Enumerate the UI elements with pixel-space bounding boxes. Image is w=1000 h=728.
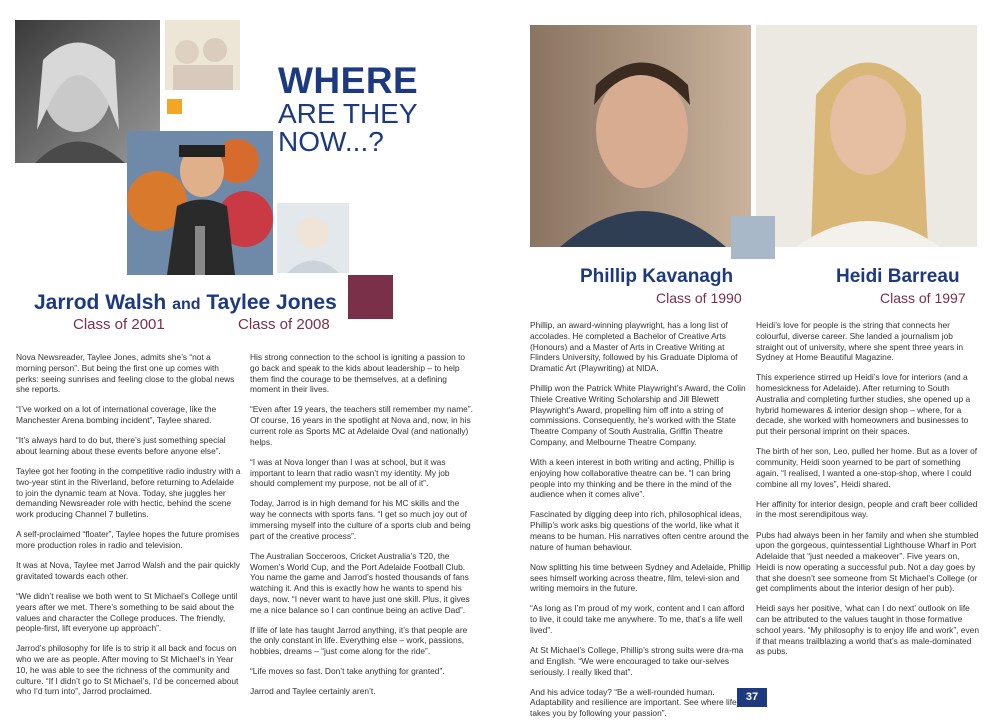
- right-page: [500, 0, 1000, 719]
- headline-line-1: WHERE: [278, 60, 419, 101]
- faded-group-photo: [165, 20, 240, 90]
- paragraph: Heidi’s love for people is the string that connects her colourful, diverse career. She landed a journalism job straight out of university, where she spent three years in Sydney at Home Beautiful Magazine.: [756, 320, 963, 363]
- grey-accent-square: [731, 216, 775, 259]
- paragraph: With a keen interest in both writing and acting, Phillip is enjoying how collaborative theatre can be. “I can bring people into my thinking and be there in the mind of the audience when it comes alive”.: [530, 457, 735, 500]
- paragraph: “Even after 19 years, the teachers still remember my name”. Of course, 16 years in the spotlight at Nova and, now, in his current role as Sports MC at Adelaide Oval (and nationally) helps.: [250, 404, 473, 447]
- left-article-column-1: [16, 352, 242, 707]
- paragraph: It was at Nova, Taylee met Jarrod Walsh and the pair quickly gravitated towards each other.: [16, 560, 240, 581]
- names-conjunction: and: [172, 296, 201, 313]
- paragraph: At St Michael’s College, Phillip’s strong suits were dra-ma and English. “We were encouraged to take our-selves seriously. I really liked that”.: [530, 645, 744, 677]
- paragraph: Nova Newsreader, Taylee Jones, admits she’s “not a morning person”. But being the first one up comes with perks: seeing sunrises and feeling close to the global news she reports.: [16, 352, 235, 395]
- paragraph: Fascinated by digging deep into rich, philosophical ideas, Phillip’s work asks big questions of the world, like what it means to be human. His narratives often centre around the nature of human behaviour.: [530, 509, 749, 552]
- name-jarrod: Jarrod Walsh: [34, 291, 167, 314]
- name-phillip: Phillip Kavanagh: [580, 266, 734, 287]
- left-article-column-2: [250, 352, 476, 707]
- paragraph: And his advice today? “Be a well-rounded human. Adaptability and resilience are important. See where life takes you by following your passion”.: [530, 686, 737, 719]
- headline: [278, 62, 418, 157]
- class-year-jarrod: Class of 2001: [73, 316, 165, 333]
- jarrod-sports-photo: [127, 131, 273, 275]
- right-article-column-1: [530, 320, 752, 728]
- page-number: 37: [737, 688, 767, 707]
- paragraph: “As long as I’m proud of my work, content and I can afford to live, it could take me anywhere. To me, that’s a life well lived”.: [530, 603, 745, 635]
- name-heidi: Heidi Barreau: [836, 266, 960, 287]
- paragraph: If life of late has taught Jarrod anything, it’s that people are the only constant in life. Everything else – work, passions, hobbies, dreams – “just come along for the ride”.: [250, 624, 468, 657]
- name-taylee: Taylee Jones: [206, 291, 337, 314]
- paragraph: Phillip, an award-winning playwright, has a long list of accolades. He completed a Bachelor of Creative Arts (Honours) and a Master of Arts in Creative Writing at Flinders University, followed by his Graduate Diploma of Dramatic Art (Playwriting) at NIDA.: [530, 320, 738, 373]
- paragraph: “We didn’t realise we both went to St Michael’s College until years after we met. There’s something to be said about the values and character the College produces. The friendly, people-first, lift everyone up approach”.: [16, 591, 238, 634]
- class-year-taylee: Class of 2008: [238, 316, 330, 333]
- paragraph: “I was at Nova longer than I was at school, but it was important to learn that radio wasn’t my identity. My job should complement my purpose, not be all of it”.: [250, 456, 450, 489]
- faded-portrait-photo: [277, 203, 349, 273]
- paragraph: His strong connection to the school is igniting a passion to go back and speak to the kids about leadership – to help them find the courage to be themselves, at a defining moment in their lives.: [250, 352, 466, 395]
- phillip-portrait-photo: [530, 25, 751, 247]
- right-article-column-2: [756, 320, 980, 667]
- paragraph: Taylee got her footing in the competitive radio industry with a two-year stint in the Riverland, before returning to Adelaide to join the dynamic team at Nova. Today, she juggles her demanding Newsreader role with hectic, behind the scene work producing Channel 7 bulletins.: [16, 466, 241, 520]
- paragraph: Now splitting his time between Sydney and Adelaide, Phillip sees himself working across theatre, film, televi-sion and writing memoirs in the future.: [530, 561, 751, 594]
- left-names-heading: [34, 291, 337, 315]
- heidi-portrait-photo: [756, 25, 977, 247]
- paragraph: The birth of her son, Leo, pulled her home. But as a lover of community, Heidi soon yearned to be part of something again. “I realised, I wanted a one-stop-shop, where I could combine all my loves”, Heidi shared.: [756, 446, 978, 489]
- paragraph: A self-proclaimed “floater”, Taylee hopes the future promises more production roles in radio and television.: [16, 529, 240, 551]
- orange-accent-square: [167, 99, 182, 114]
- paragraph: “I’ve worked on a lot of international coverage, like the Manchester Arena bombing incident”, Taylee shared.: [16, 404, 217, 426]
- paragraph: Today, Jarrod is in high demand for his MC skills and the way he connects with sports fans. “I get so much joy out of immersing myself into the culture of a sports club and being part of the creative process”.: [250, 498, 471, 541]
- paragraph: Her affinity for interior design, people and craft beer collided in the most serendipitous way.: [756, 498, 978, 520]
- paragraph: Pubs had always been in her family and when she stumbled upon the gorgeous, quintessential Lighthouse Wharf in Port Adelaide that “just needed a makeover”. Five years on, Heidi is now operating a successful pub. Not a day goes by that she doesn’t see someone from St Michael’s College (or get compliments about the interior design of her pub).: [756, 529, 979, 594]
- class-year-heidi: Class of 1997: [880, 290, 966, 306]
- paragraph: The Australian Socceroos, Cricket Australia’s T20, the Women’s World Cup, and the Port Adelaide Football Club. You name the game and Jarrod’s hosted thousands of fans watching it. And this is exactly how he wants to spend his days, now. “I never want to have just one skill. Plus, it gives me a nice balance so I can continue being an active Dad”.: [250, 550, 470, 615]
- maroon-accent-square: [348, 275, 393, 319]
- left-page: [0, 0, 500, 708]
- paragraph: “It’s always hard to do but, there’s just something special about learning about these events before anyone else”.: [16, 435, 226, 457]
- paragraph: Jarrod’s philosophy for life is to strip it all back and focus on who we are as people. After moving to St Michael’s in Year 10, he was able to see the richness of the community and culture. “If I didn’t go to St Michael’s, I’d be concerned about who I’d turn into”, Jarrod proclaimed.: [16, 643, 239, 697]
- paragraph: Phillip won the Patrick White Playwright’s Award, the Colin Thiele Creative Writing Scholarship and Jill Blewett Playwright’s Award, propelling him off into a string of commissions. Consequently, he’s worked with the State Theatre Company of South Australia, Griffin Theatre Company, and Melbourne Theatre Company.: [530, 383, 746, 447]
- paragraph: This experience stirred up Heidi’s love for interiors (and a homesickness for Adelaide). After returning to South Australia and completing further studies, she opened up a hybrid homewares & interior design shop – where, for a decade, she worked with homeowners and businesses to put their personal imprint on their spaces.: [756, 372, 971, 437]
- headline-line-3: NOW...?: [278, 126, 384, 158]
- paragraph: Heidi says her positive, ‘what can I do next’ outlook on life can be attributed to the values taught in those formative school years. “My philosophy is to enjoy life and work”, even if that means trailblazing a world that’s as male-dominated as pubs.: [756, 603, 979, 657]
- paragraph: Jarrod and Taylee certainly aren’t.: [250, 686, 376, 697]
- class-year-phillip: Class of 1990: [656, 290, 742, 306]
- headline-line-2: ARE THEY: [278, 97, 418, 129]
- paragraph: “Life moves so fast. Don’t take anything for granted”.: [250, 666, 445, 677]
